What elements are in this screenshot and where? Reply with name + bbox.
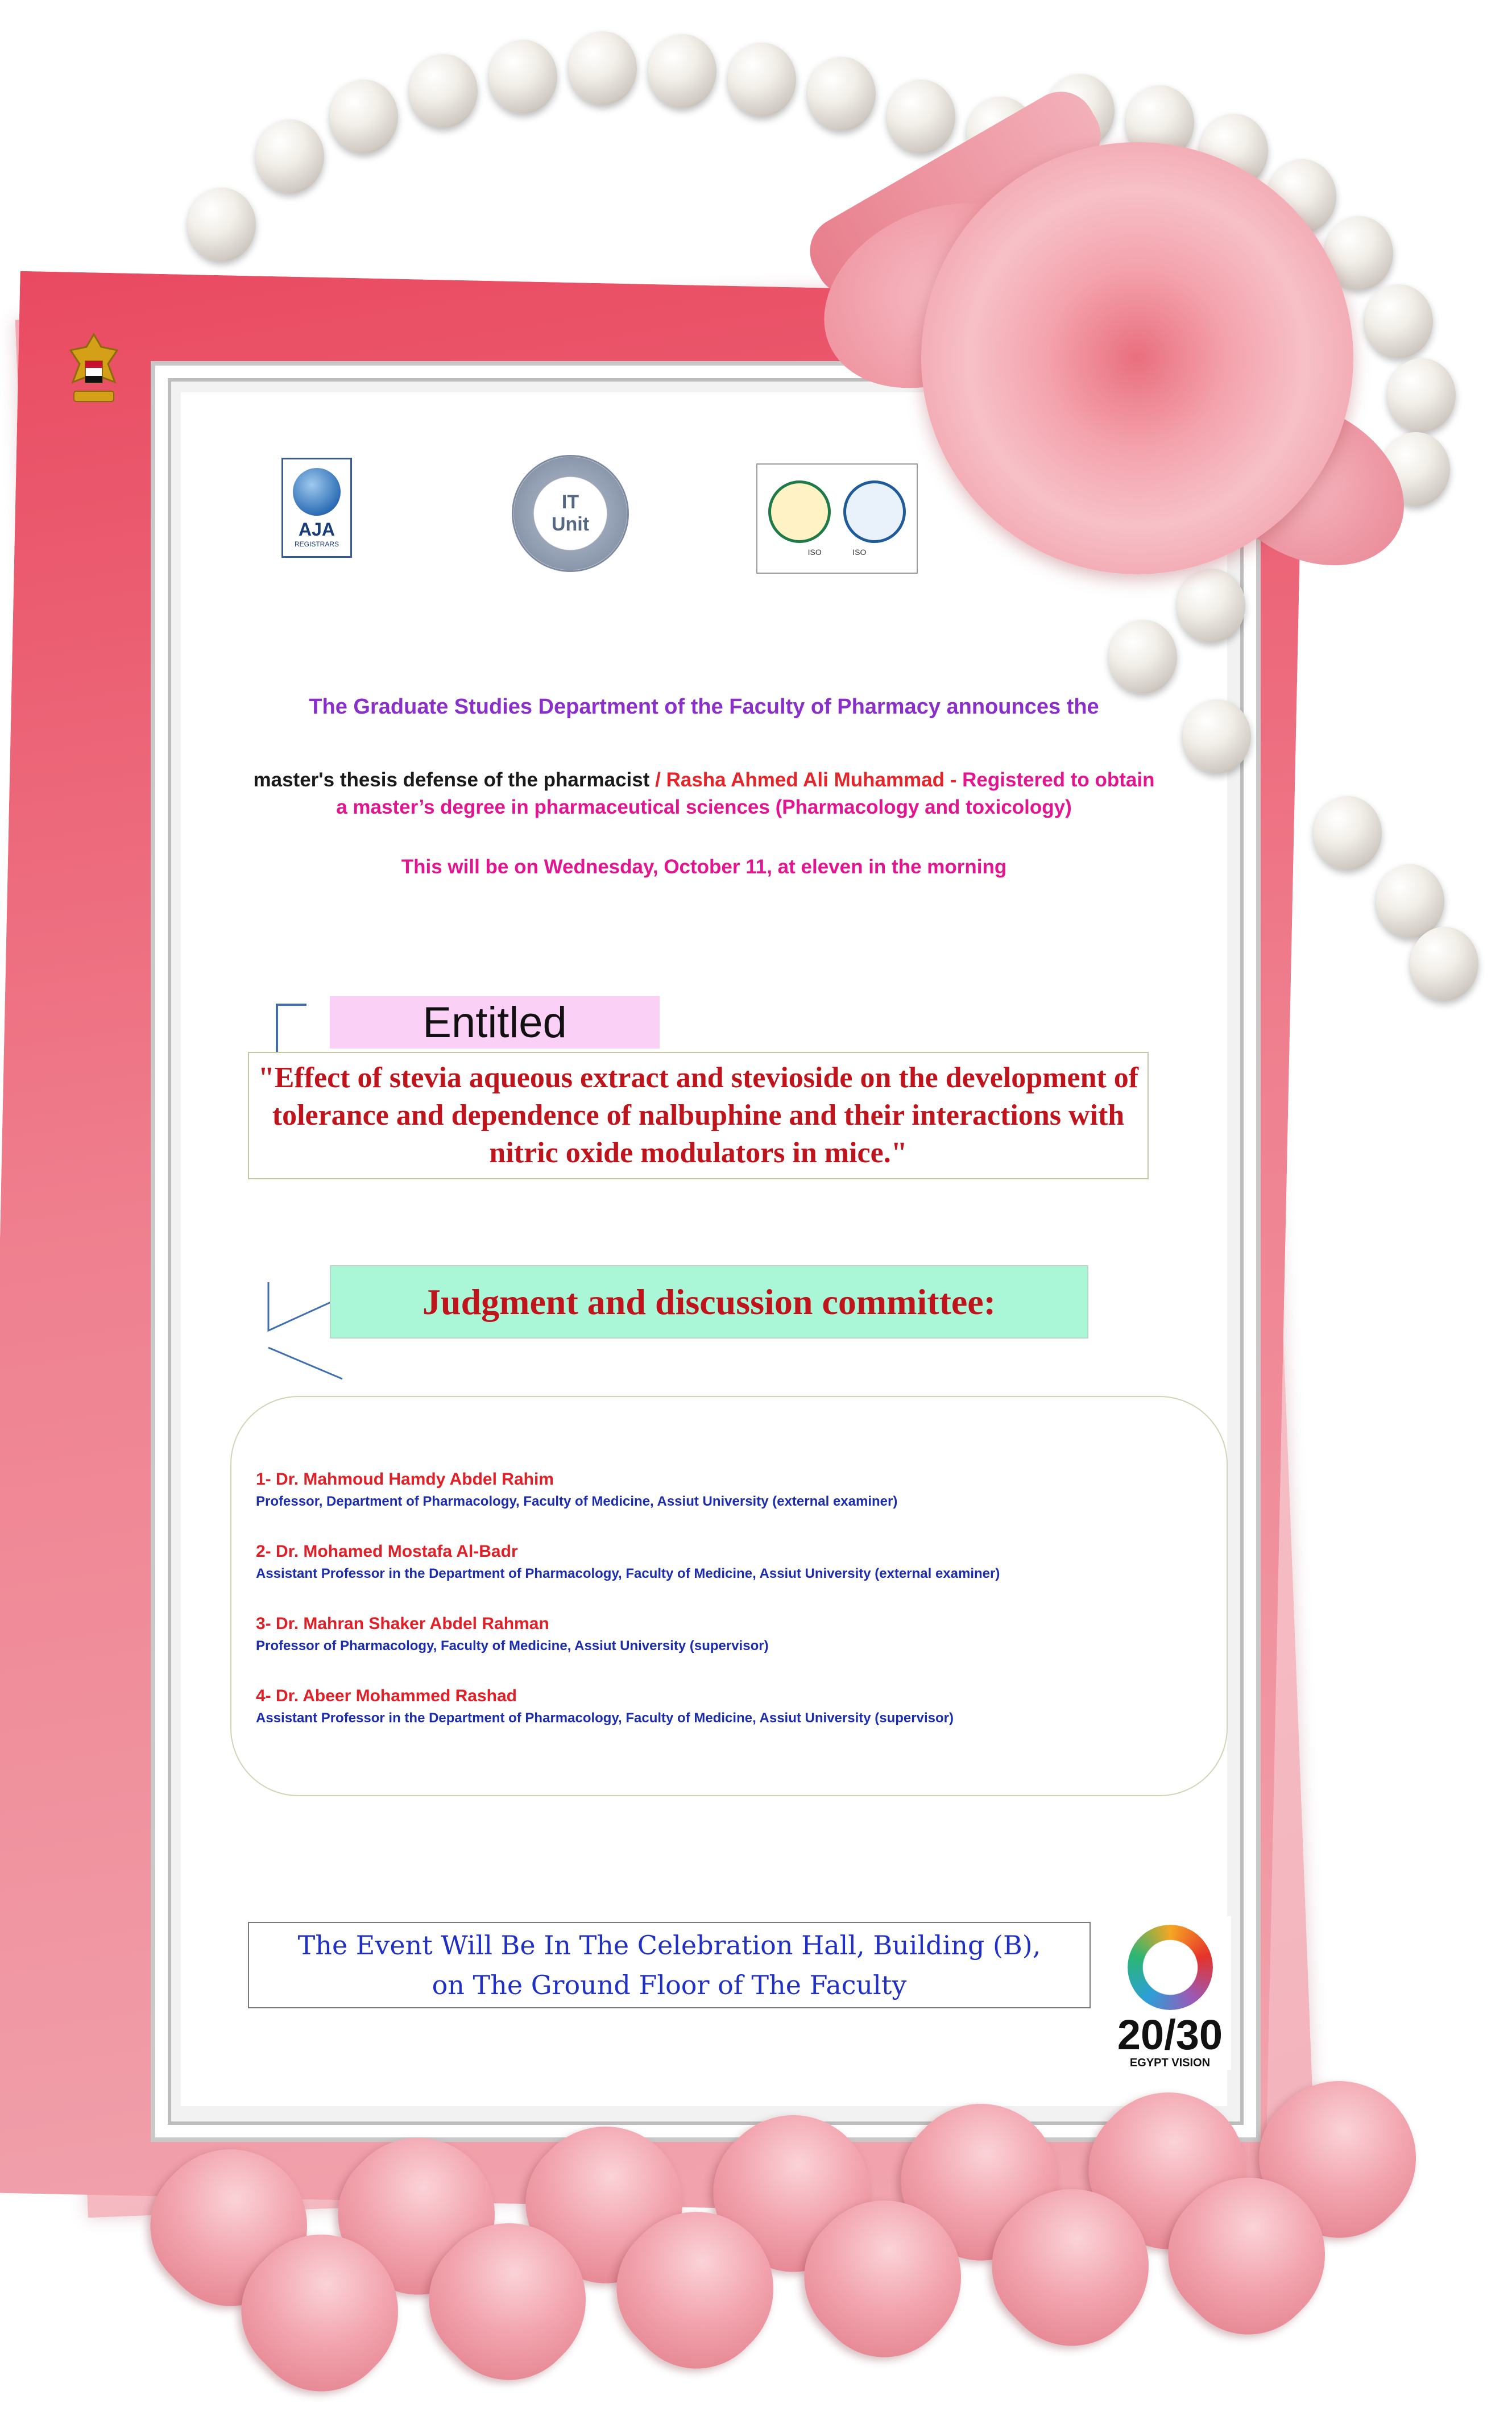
- paper-area: [181, 392, 1227, 2106]
- iso-label-left: ISO: [807, 548, 822, 557]
- separator: /: [649, 769, 666, 791]
- committee-members-panel: [230, 1396, 1228, 1796]
- vision-swirl-icon: [1128, 1925, 1213, 2010]
- member-name: 2- Dr. Mohamed Mostafa Al-Badr: [256, 1542, 518, 1561]
- candidate-name: Rasha Ahmed Ali Muhammad -: [666, 769, 963, 791]
- vision-caption: EGYPT VISION: [1129, 2057, 1211, 2069]
- member-name: 4- Dr. Abeer Mohammed Rashad: [256, 1686, 517, 1705]
- vision-number: 20/30: [1117, 2011, 1223, 2058]
- it-logo-text: IT: [561, 491, 579, 513]
- degree-line: a master’s degree in pharmaceutical sciences (Pharmacology and toxicology): [336, 796, 1072, 818]
- defense-suffix: Registered to obtain: [962, 769, 1155, 791]
- venue-line-2: on The Ground Floor of The Faculty: [432, 1970, 907, 2000]
- globe-icon: [293, 468, 341, 516]
- member-role: Assistant Professor in the Department of Pharmacology, Faculty of Medicine, Assiut University (supervisor): [256, 1710, 954, 1726]
- university-faculty-logo: [756, 463, 918, 574]
- iso-label-right: ISO: [852, 548, 867, 557]
- egypt-eagle-emblem-icon: [63, 330, 125, 409]
- it-unit-logo: [512, 455, 629, 572]
- egypt-vision-2030-logo: [1109, 1916, 1231, 2070]
- venue-box: [248, 1922, 1091, 2008]
- venue-line-1: The Event Will Be In The Celebration Hall, Building (B),: [297, 1930, 1041, 1961]
- unit-logo-text: Unit: [551, 513, 590, 535]
- committee-member: [256, 1542, 1194, 1582]
- member-role: Professor of Pharmacology, Faculty of Medicine, Assiut University (supervisor): [256, 1638, 769, 1654]
- announcement-heading: The Graduate Studies Department of the Faculty of Pharmacy announces the: [309, 695, 1099, 719]
- thesis-title: "Effect of stevia aqueous extract and stevioside on the development of tolerance and dependence of nalbuphine and their interactions with nitric oxide modulators in mice.": [248, 1052, 1149, 1179]
- bracket-decoration: [276, 1004, 306, 1059]
- member-name: 3- Dr. Mahran Shaker Abdel Rahman: [256, 1614, 549, 1633]
- rose-decoration: [921, 142, 1353, 574]
- committee-member: [256, 1470, 1194, 1510]
- university-seal-icon: [768, 480, 831, 543]
- defense-line: [181, 769, 1227, 792]
- date-time-line: This will be on Wednesday, October 11, at eleven in the morning: [401, 856, 1007, 878]
- committee-heading: Judgment and discussion committee:: [330, 1265, 1088, 1339]
- aja-logo-subtext: REGISTRARS: [294, 540, 339, 548]
- member-name: 1- Dr. Mahmoud Hamdy Abdel Rahim: [256, 1470, 554, 1489]
- pharmacy-seal-icon: [843, 480, 906, 543]
- aja-registrars-logo: [281, 458, 352, 558]
- defense-prefix: master's thesis defense of the pharmacist: [253, 769, 650, 791]
- entitled-label: Entitled: [330, 996, 660, 1049]
- aja-logo-text: AJA: [298, 519, 335, 540]
- committee-member: [256, 1686, 1194, 1726]
- member-role: Assistant Professor in the Department of Pharmacology, Faculty of Medicine, Assiut University (external examiner): [256, 1566, 1000, 1581]
- committee-member: [256, 1614, 1194, 1654]
- member-role: Professor, Department of Pharmacology, Faculty of Medicine, Assiut University (external examiner): [256, 1494, 898, 1509]
